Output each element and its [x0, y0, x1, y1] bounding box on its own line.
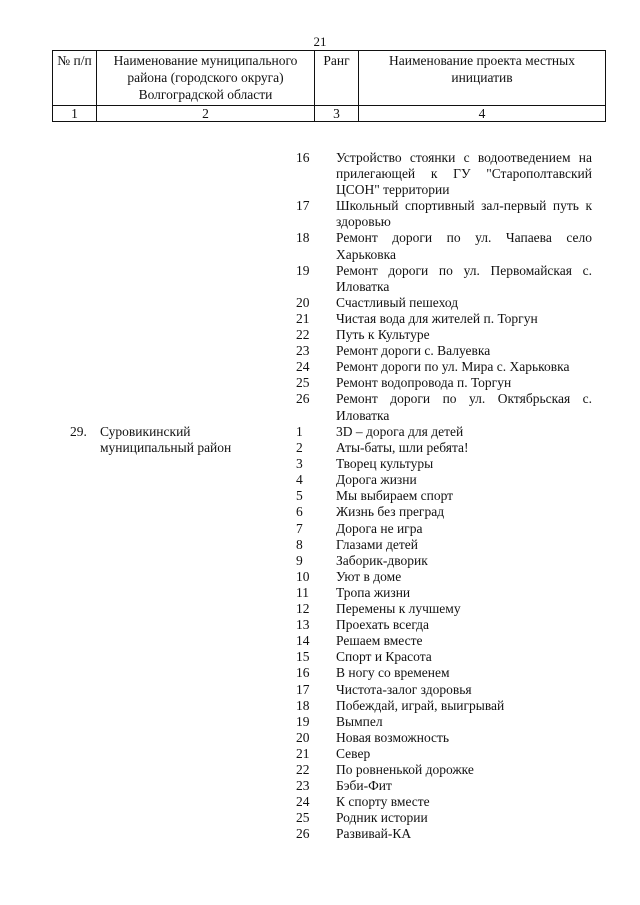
- project-rank: 14: [296, 633, 310, 649]
- table-row: [52, 730, 606, 746]
- table-row: [52, 553, 606, 569]
- table-row: [52, 698, 606, 714]
- project-name: Счастливый пешеход: [336, 294, 459, 310]
- project-rank: 13: [296, 617, 310, 633]
- project-rank: 5: [296, 488, 303, 504]
- municipality-number: 29.: [70, 424, 87, 439]
- header-number: № п/п: [53, 51, 97, 106]
- project-rank: 24: [296, 359, 310, 375]
- project-name: Творец культуры: [336, 456, 434, 472]
- project-rank: 8: [296, 536, 303, 552]
- project-name: Мы выбираем спорт: [336, 488, 454, 504]
- header-numbering-row: [53, 106, 606, 122]
- project-rank: 18: [296, 230, 310, 246]
- project-name: Ремонт дороги по ул. Чапаева село Харьковка: [336, 230, 592, 262]
- project-rank: 2: [296, 440, 303, 456]
- table-row: [52, 359, 606, 375]
- project-name: В ногу со временем: [336, 665, 450, 681]
- project-name: Проехать всегда: [336, 617, 430, 633]
- table-row: [52, 295, 606, 311]
- table-row: [52, 488, 606, 504]
- table-row: [52, 537, 606, 553]
- table-row: [52, 311, 606, 327]
- project-name: Развивай-КА: [336, 826, 412, 842]
- project-rank: 19: [296, 262, 310, 278]
- project-name: Тропа жизни: [336, 584, 411, 600]
- table-row: [52, 343, 606, 359]
- project-name: Чистая вода для жителей п. Торгун: [336, 310, 538, 326]
- table-row: [52, 746, 606, 762]
- table-row: [52, 649, 606, 665]
- project-rank: 9: [296, 552, 303, 568]
- column-number-1: 1: [53, 106, 97, 122]
- column-number-3: 3: [315, 106, 359, 122]
- table-row: [52, 569, 606, 585]
- project-rank: 17: [296, 681, 310, 697]
- table-row: [52, 424, 606, 440]
- project-name: Вымпел: [336, 713, 383, 729]
- table-header: [52, 50, 606, 122]
- table-row: [52, 327, 606, 343]
- project-name: Ремонт дороги по ул. Октябрьская с. Иловатка: [336, 391, 592, 423]
- project-name: Путь к Культуре: [336, 327, 430, 343]
- table-row: [52, 665, 606, 681]
- column-number-2: 2: [97, 106, 315, 122]
- project-rank: 3: [296, 456, 303, 472]
- table-row: [52, 778, 606, 794]
- project-name: Ремонт дороги с. Валуевка: [336, 343, 491, 359]
- project-rank: 15: [296, 649, 310, 665]
- project-rank: 17: [296, 198, 310, 214]
- project-rank: 18: [296, 697, 310, 713]
- project-rank: 12: [296, 601, 310, 617]
- project-name: Решаем вместе: [336, 633, 423, 649]
- project-name: Аты-баты, шли ребята!: [336, 440, 469, 456]
- municipality-section: [52, 424, 606, 842]
- project-name: Родник истории: [336, 810, 428, 826]
- project-rank: 6: [296, 504, 303, 520]
- table-row: [52, 810, 606, 826]
- project-rank: 21: [296, 310, 310, 326]
- project-name: Север: [336, 745, 371, 761]
- project-rank: 4: [296, 472, 303, 488]
- table-row: [52, 617, 606, 633]
- page-number: 21: [313, 34, 327, 49]
- project-name: К спорту вместе: [336, 794, 430, 810]
- project-rank: 26: [296, 826, 310, 842]
- continued-projects-list: [52, 150, 606, 424]
- project-name: Перемены к лучшему: [336, 601, 461, 617]
- project-name: Чистота-залог здоровья: [336, 681, 472, 697]
- table-row: [52, 472, 606, 488]
- project-rank: 22: [296, 761, 310, 777]
- table-row: [52, 585, 606, 601]
- project-rank: 1: [296, 424, 303, 439]
- header-project: Наименование проекта местных инициатив: [359, 51, 606, 106]
- table-row: [52, 794, 606, 810]
- project-rank: 25: [296, 810, 310, 826]
- table-row: [52, 440, 606, 456]
- project-rank: 7: [296, 520, 303, 536]
- table-row: [52, 198, 606, 230]
- project-name: Устройство стоянки с водоотведением на прилегающей к ГУ "Старополтавский ЦСОН" территории: [336, 150, 592, 198]
- project-rank: 25: [296, 375, 310, 391]
- project-name: По ровненькой дорожке: [336, 761, 474, 777]
- table-row: [52, 504, 606, 520]
- table-row: [52, 762, 606, 778]
- table-row: [52, 391, 606, 423]
- column-number-4: 4: [359, 106, 606, 122]
- header-municipality: Наименование муниципального района (городского округа) Волгоградской области: [97, 51, 315, 106]
- table-row: [52, 826, 606, 842]
- table-row: [52, 456, 606, 472]
- project-name: Новая возможность: [336, 729, 450, 745]
- header-row: [53, 51, 606, 106]
- project-name: Заборик-дворик: [336, 552, 428, 568]
- project-rank: 24: [296, 794, 310, 810]
- project-rank: 20: [296, 729, 310, 745]
- project-rank: 21: [296, 745, 310, 761]
- table-row: [52, 263, 606, 295]
- project-name: Глазами детей: [336, 536, 418, 552]
- project-rank: 26: [296, 391, 310, 407]
- municipality-name: Суровикинский муниципальный район: [100, 424, 232, 456]
- project-name: Уют в доме: [336, 568, 402, 584]
- project-name: Ремонт дороги по ул. Мира с. Харьковка: [336, 359, 570, 375]
- project-rank: 20: [296, 294, 310, 310]
- table-row: [52, 521, 606, 537]
- table-row: [52, 633, 606, 649]
- municipality-projects-list: [52, 424, 606, 842]
- project-name: Ремонт дороги по ул. Первомайская с. Иловатка: [336, 262, 592, 294]
- project-name: Ремонт водопровода п. Торгун: [336, 375, 512, 391]
- project-name: 3D – дорога для детей: [336, 424, 464, 439]
- project-rank: 16: [296, 665, 310, 681]
- project-rank: 23: [296, 343, 310, 359]
- project-name: Жизнь без преград: [336, 504, 445, 520]
- project-rank: 22: [296, 327, 310, 343]
- project-name: Дорога не игра: [336, 520, 423, 536]
- table-row: [52, 375, 606, 391]
- project-name: Спорт и Красота: [336, 649, 432, 665]
- project-name: Бэби-Фит: [336, 778, 392, 794]
- project-rank: 10: [296, 568, 310, 584]
- header-rank: Ранг: [315, 51, 359, 106]
- project-name: Школьный спортивный зал-первый путь к здоровью: [336, 198, 592, 230]
- table-row: [52, 601, 606, 617]
- project-name: Побеждай, играй, выигрывай: [336, 697, 505, 713]
- project-name: Дорога жизни: [336, 472, 417, 488]
- project-rank: 19: [296, 713, 310, 729]
- table-row: [52, 682, 606, 698]
- table-row: [52, 714, 606, 730]
- project-rank: 23: [296, 778, 310, 794]
- table-row: [52, 230, 606, 262]
- table-row: [52, 150, 606, 198]
- project-rank: 16: [296, 150, 310, 165]
- project-rank: 11: [296, 584, 309, 600]
